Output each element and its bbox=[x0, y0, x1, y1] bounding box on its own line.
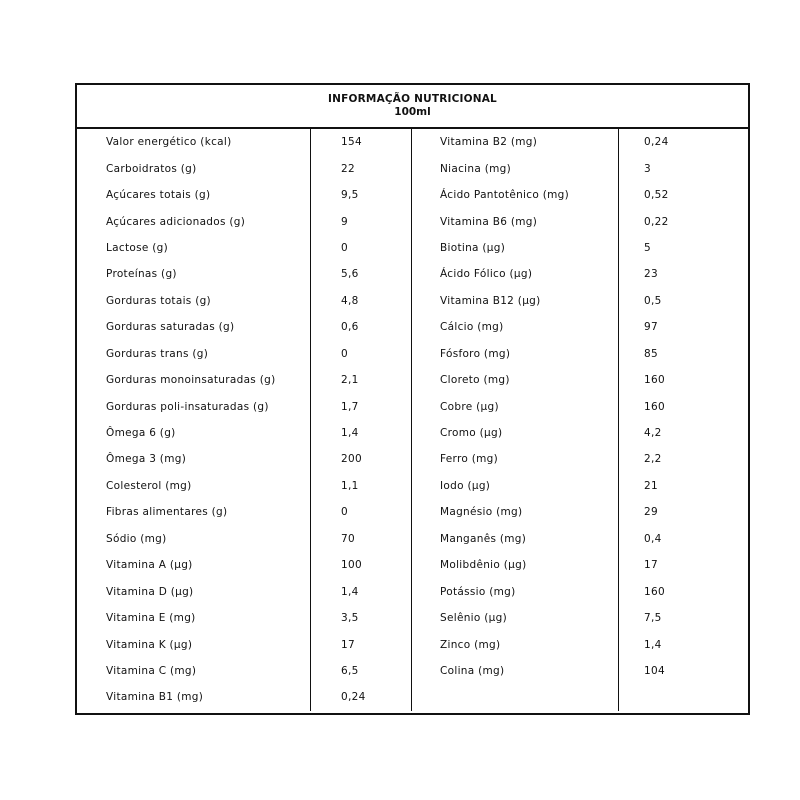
nutrient-value: 1,1 bbox=[311, 473, 412, 499]
nutrient-name: Iodo (µg) bbox=[412, 473, 619, 499]
nutrient-value: 85 bbox=[644, 347, 658, 360]
nutrient-value: 4,8 bbox=[311, 288, 412, 314]
nutrient-value: 1,4 bbox=[644, 638, 662, 651]
nutrient-name: Manganês (mg) bbox=[412, 526, 619, 552]
table-title: INFORMAÇÃO NUTRICIONAL bbox=[328, 93, 497, 105]
nutrient-name: Colesterol (mg) bbox=[77, 473, 311, 499]
nutrient-name: Açúcares totais (g) bbox=[77, 182, 311, 208]
nutrient-value: 100 bbox=[311, 552, 412, 578]
nutrient-value: 1,4 bbox=[311, 420, 412, 446]
nutrient-value: 22 bbox=[311, 155, 412, 181]
nutrient-name: Açúcares adicionados (g) bbox=[77, 208, 311, 234]
nutrient-value: 0,6 bbox=[311, 314, 412, 340]
nutrient-name: Proteínas (g) bbox=[77, 261, 311, 287]
nutrient-name: Vitamina B12 (µg) bbox=[412, 288, 619, 314]
serving-size: 100ml bbox=[394, 106, 431, 118]
nutrient-name: Vitamina C (mg) bbox=[77, 658, 311, 684]
nutrient-value: 23 bbox=[644, 268, 658, 281]
nutrient-name: Selênio (µg) bbox=[412, 605, 619, 631]
nutrient-name: Cobre (µg) bbox=[412, 393, 619, 419]
nutrient-value: 3,5 bbox=[311, 605, 412, 631]
nutrient-name: Vitamina B6 (mg) bbox=[412, 208, 619, 234]
nutrient-value: 154 bbox=[311, 129, 412, 155]
nutrient-name: Ferro (mg) bbox=[412, 446, 619, 472]
nutrient-value: 17 bbox=[311, 631, 412, 657]
nutrient-name: Colina (mg) bbox=[412, 658, 619, 684]
nutrient-value: 200 bbox=[311, 446, 412, 472]
nutrient-value: 6,5 bbox=[311, 658, 412, 684]
nutrient-name: Zinco (mg) bbox=[412, 631, 619, 657]
nutrient-name: Vitamina B1 (mg) bbox=[77, 684, 311, 710]
nutrient-name: Ácido Fólico (µg) bbox=[412, 261, 619, 287]
nutrient-value bbox=[619, 684, 748, 710]
nutrient-value: 0,24 bbox=[644, 136, 669, 149]
nutrient-value: 0,5 bbox=[644, 294, 662, 307]
nutrient-value: 9 bbox=[311, 208, 412, 234]
nutrient-value: 70 bbox=[311, 526, 412, 552]
nutrient-value: 4,2 bbox=[644, 427, 662, 440]
nutrient-name: Vitamina A (µg) bbox=[77, 552, 311, 578]
nutrient-value: 5,6 bbox=[311, 261, 412, 287]
nutrient-value: 104 bbox=[644, 664, 665, 677]
nutrient-name: Vitamina K (µg) bbox=[77, 631, 311, 657]
nutrient-name: Ácido Pantotênico (mg) bbox=[412, 182, 619, 208]
nutrient-name: Magnésio (mg) bbox=[412, 499, 619, 525]
nutrient-name: Sódio (mg) bbox=[77, 526, 311, 552]
nutrient-value: 7,5 bbox=[644, 612, 662, 625]
nutrient-value: 97 bbox=[644, 321, 658, 334]
nutrient-name: Valor energético (kcal) bbox=[77, 129, 311, 155]
nutrient-name: Gorduras monoinsaturadas (g) bbox=[77, 367, 311, 393]
nutrient-name: Vitamina B2 (mg) bbox=[412, 129, 619, 155]
nutrient-value: 0 bbox=[311, 499, 412, 525]
nutrient-value: 160 bbox=[644, 400, 665, 413]
nutrient-name: Fibras alimentares (g) bbox=[77, 499, 311, 525]
nutrient-value: 0 bbox=[311, 235, 412, 261]
nutrient-name: Cloreto (mg) bbox=[412, 367, 619, 393]
nutrient-value: 2,1 bbox=[311, 367, 412, 393]
nutrient-value: 0,4 bbox=[644, 532, 662, 545]
nutrient-value: 0 bbox=[311, 341, 412, 367]
nutrient-name: Carboidratos (g) bbox=[77, 155, 311, 181]
nutrient-value: 0,52 bbox=[644, 189, 669, 202]
nutrient-name: Fósforo (mg) bbox=[412, 341, 619, 367]
nutrient-name: Potássio (mg) bbox=[412, 578, 619, 604]
nutrient-value: 2,2 bbox=[644, 453, 662, 466]
nutrient-value: 3 bbox=[644, 162, 651, 175]
nutrient-name: Molibdênio (µg) bbox=[412, 552, 619, 578]
nutrient-name: Cálcio (mg) bbox=[412, 314, 619, 340]
nutrient-name: Ômega 6 (g) bbox=[77, 420, 311, 446]
nutrient-value: 1,7 bbox=[311, 393, 412, 419]
nutrient-name: Gorduras totais (g) bbox=[77, 288, 311, 314]
nutrient-value: 0,24 bbox=[311, 684, 412, 710]
nutrient-value: 21 bbox=[644, 479, 658, 492]
nutrient-name: Lactose (g) bbox=[77, 235, 311, 261]
nutrient-value: 29 bbox=[644, 506, 658, 519]
nutrient-name: Biotina (µg) bbox=[412, 235, 619, 261]
nutrient-name: Gorduras trans (g) bbox=[77, 341, 311, 367]
nutrient-name bbox=[412, 684, 619, 710]
nutrient-name: Gorduras saturadas (g) bbox=[77, 314, 311, 340]
nutrition-facts-table bbox=[75, 83, 750, 715]
nutrient-grid bbox=[77, 129, 748, 713]
nutrient-name: Vitamina E (mg) bbox=[77, 605, 311, 631]
nutrient-value: 1,4 bbox=[311, 578, 412, 604]
nutrient-value: 0,22 bbox=[644, 215, 669, 228]
table-header bbox=[77, 85, 748, 129]
nutrient-value: 160 bbox=[644, 374, 665, 387]
nutrient-name: Cromo (µg) bbox=[412, 420, 619, 446]
nutrient-name: Vitamina D (µg) bbox=[77, 578, 311, 604]
nutrient-value: 9,5 bbox=[311, 182, 412, 208]
nutrient-value: 5 bbox=[644, 241, 651, 254]
nutrient-name: Ômega 3 (mg) bbox=[77, 446, 311, 472]
nutrient-value: 160 bbox=[644, 585, 665, 598]
nutrient-value: 17 bbox=[644, 559, 658, 572]
nutrient-name: Niacina (mg) bbox=[412, 155, 619, 181]
nutrient-name: Gorduras poli-insaturadas (g) bbox=[77, 393, 311, 419]
